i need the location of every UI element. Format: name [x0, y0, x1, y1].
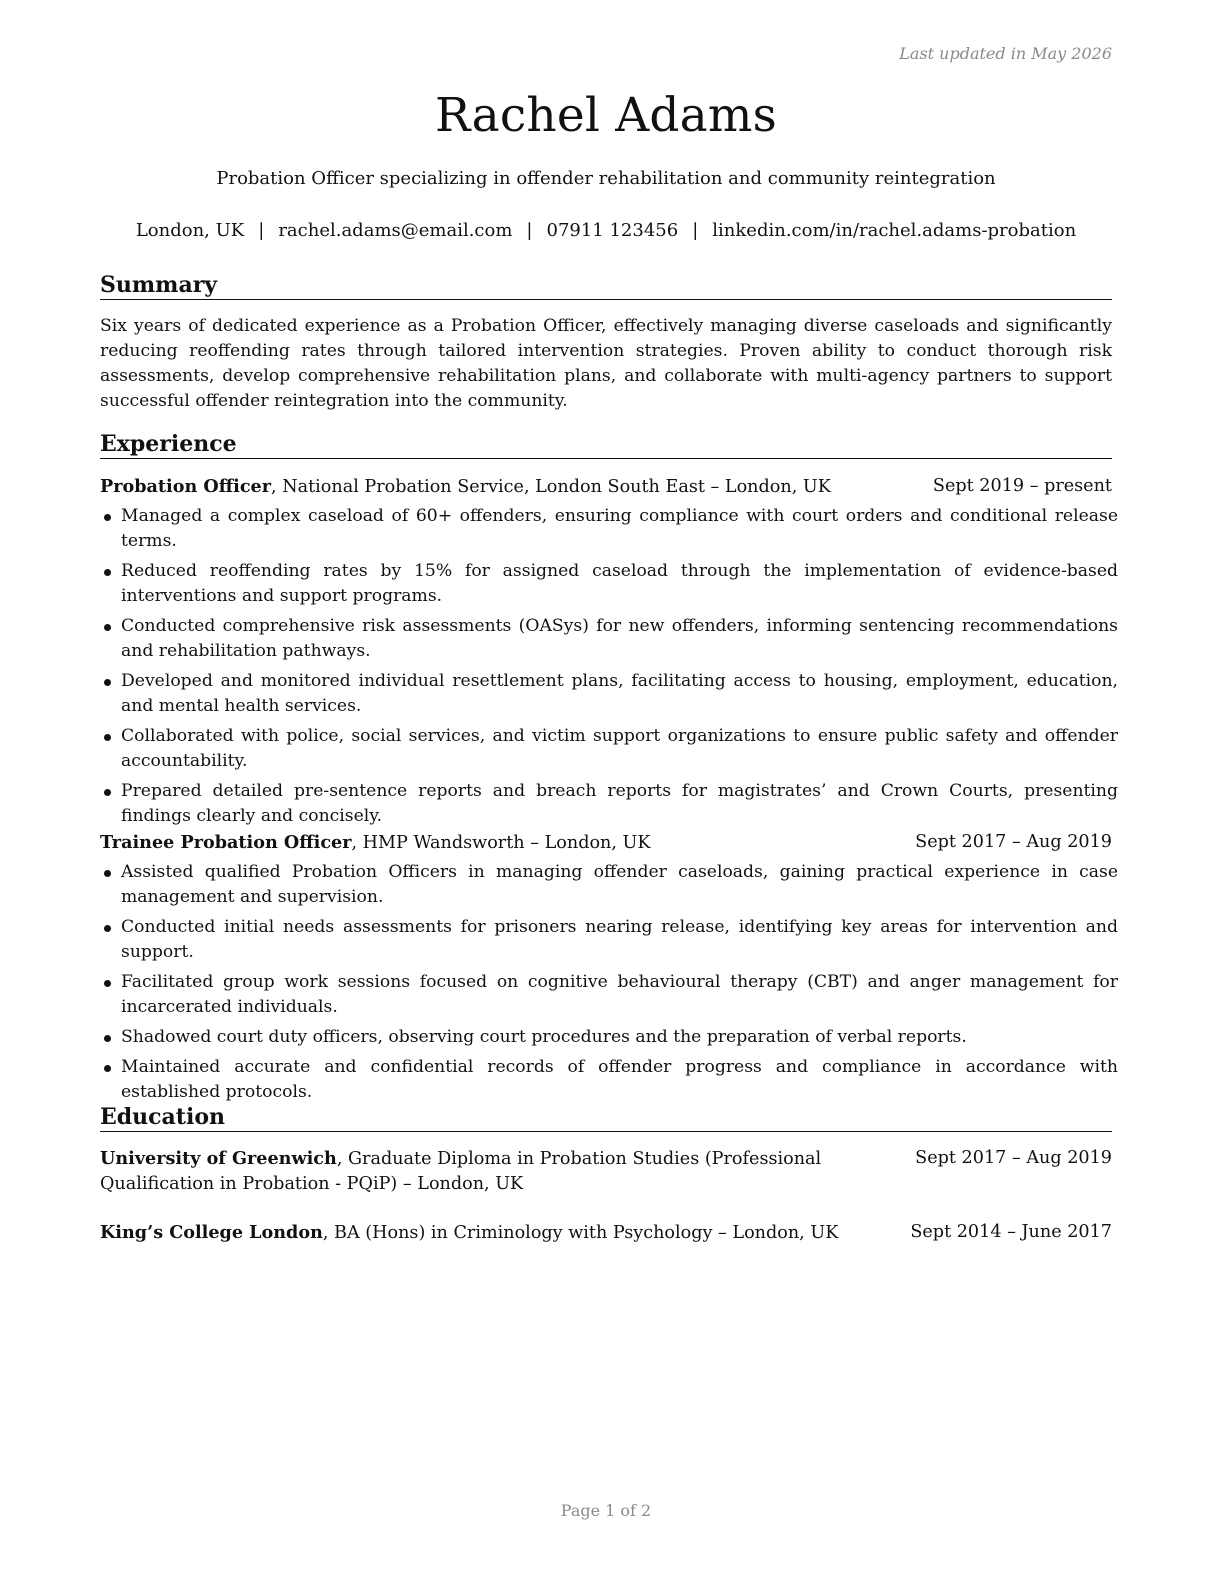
contact-separator: | [526, 220, 533, 241]
contact-separator: | [692, 220, 699, 241]
education-entry [100, 1146, 1112, 1197]
job-header [100, 830, 1112, 856]
list-item [100, 779, 1118, 829]
candidate-name: Rachel Adams [434, 88, 777, 143]
bullet-text: Conducted initial needs assessments for prisoners nearing release, identifying key areas for intervention and support. [121, 917, 1118, 962]
headline: Probation Officer specializing in offender rehabilitation and community reintegration [216, 168, 996, 189]
page-number: Page 1 of 2 [560, 1501, 652, 1520]
bullet-text: Facilitated group work sessions focused on cognitive behavioural therapy (CBT) and anger management for incarcerated individuals. [121, 972, 1118, 1017]
job-role: Trainee Probation Officer [100, 832, 352, 853]
list-item [100, 614, 1118, 664]
bullet-icon [104, 789, 111, 796]
contact-line [100, 219, 1112, 243]
school-details: , Graduate Diploma in Probation Studies (Professional Qualification in Probation - PQiP) – London, UK [100, 1149, 822, 1194]
list-item [100, 1025, 1118, 1050]
bullet-text: Maintained accurate and confidential records of offender progress and compliance in accordance with established protocols. [121, 1057, 1118, 1102]
last-updated-note: Last updated in May 2026 [899, 44, 1112, 63]
list-item [100, 1055, 1118, 1105]
bullet-icon [104, 624, 111, 631]
education-entry [100, 1220, 1112, 1246]
list-item [100, 860, 1118, 910]
job-role: Probation Officer [100, 476, 272, 497]
contact-email[interactable]: rachel.adams@email.com [278, 220, 513, 241]
bullet-text: Reduced reoffending rates by 15% for assigned caseload through the implementation of evidence-based interventions and support programs. [121, 561, 1118, 606]
resume-page [100, 0, 1118, 1584]
bullet-icon [104, 870, 111, 877]
bullet-icon [104, 569, 111, 576]
job-details: , HMP Wandsworth – London, UK [351, 833, 651, 853]
bullet-text: Assisted qualified Probation Officers in managing offender caseloads, gaining practical experience in case management and supervision. [121, 862, 1118, 907]
list-item [100, 724, 1118, 774]
school-name: University of Greenwich [100, 1148, 337, 1169]
bullet-icon [104, 514, 111, 521]
bullet-icon [104, 925, 111, 932]
contact-location: London, UK [135, 220, 245, 241]
bullet-icon [104, 1035, 111, 1042]
job-bullet-list [100, 860, 1118, 1110]
contact-separator: | [258, 220, 265, 241]
section-title-experience: Experience [100, 430, 1112, 459]
job-bullet-list [100, 504, 1118, 834]
section-title-summary: Summary [100, 271, 1112, 300]
education-dates: Sept 2014 – June 2017 [910, 1222, 1112, 1242]
section-title-education: Education [100, 1103, 1112, 1132]
school-name: King’s College London [100, 1222, 323, 1243]
bullet-text: Shadowed court duty officers, observing court procedures and the preparation of verbal reports. [121, 1027, 967, 1047]
bullet-text: Developed and monitored individual resettlement plans, facilitating access to housing, employment, education, and mental health services. [121, 671, 1118, 716]
job-dates: Sept 2017 – Aug 2019 [915, 832, 1112, 852]
bullet-icon [104, 679, 111, 686]
list-item [100, 970, 1118, 1020]
summary-text: Six years of dedicated experience as a Probation Officer, effectively managing diverse caseloads and significantly reducing reoffending rates through tailored intervention strategies. Proven ability to conduct thorough risk assessments, develop comprehensive rehabilitation plans, and collaborate with multi-agency partners to support successful offender reintegration into the community. [100, 316, 1112, 411]
bullet-text: Managed a complex caseload of 60+ offenders, ensuring compliance with court orders and conditional release terms. [121, 506, 1118, 551]
bullet-icon [104, 980, 111, 987]
job-header [100, 474, 1112, 500]
list-item [100, 559, 1118, 609]
job-dates: Sept 2019 – present [932, 476, 1112, 496]
bullet-icon [104, 734, 111, 741]
bullet-icon [104, 1065, 111, 1072]
list-item [100, 504, 1118, 554]
school-details: , BA (Hons) in Criminology with Psychology – London, UK [322, 1223, 839, 1243]
education-dates: Sept 2017 – Aug 2019 [915, 1148, 1112, 1168]
bullet-text: Collaborated with police, social services, and victim support organizations to ensure public safety and offender accountability. [121, 726, 1118, 771]
education-text [100, 1220, 900, 1246]
contact-linkedin[interactable]: linkedin.com/in/rachel.adams-probation [712, 220, 1077, 241]
education-text [100, 1146, 880, 1197]
bullet-text: Conducted comprehensive risk assessments (OASys) for new offenders, informing sentencing recommendations and rehabilitation pathways. [121, 616, 1118, 661]
list-item [100, 669, 1118, 719]
bullet-text: Prepared detailed pre-sentence reports and breach reports for magistrates’ and Crown Courts, presenting findings clearly and concisely. [121, 781, 1118, 826]
job-details: , National Probation Service, London South East – London, UK [271, 477, 831, 497]
contact-phone: 07911 123456 [546, 220, 679, 241]
list-item [100, 915, 1118, 965]
